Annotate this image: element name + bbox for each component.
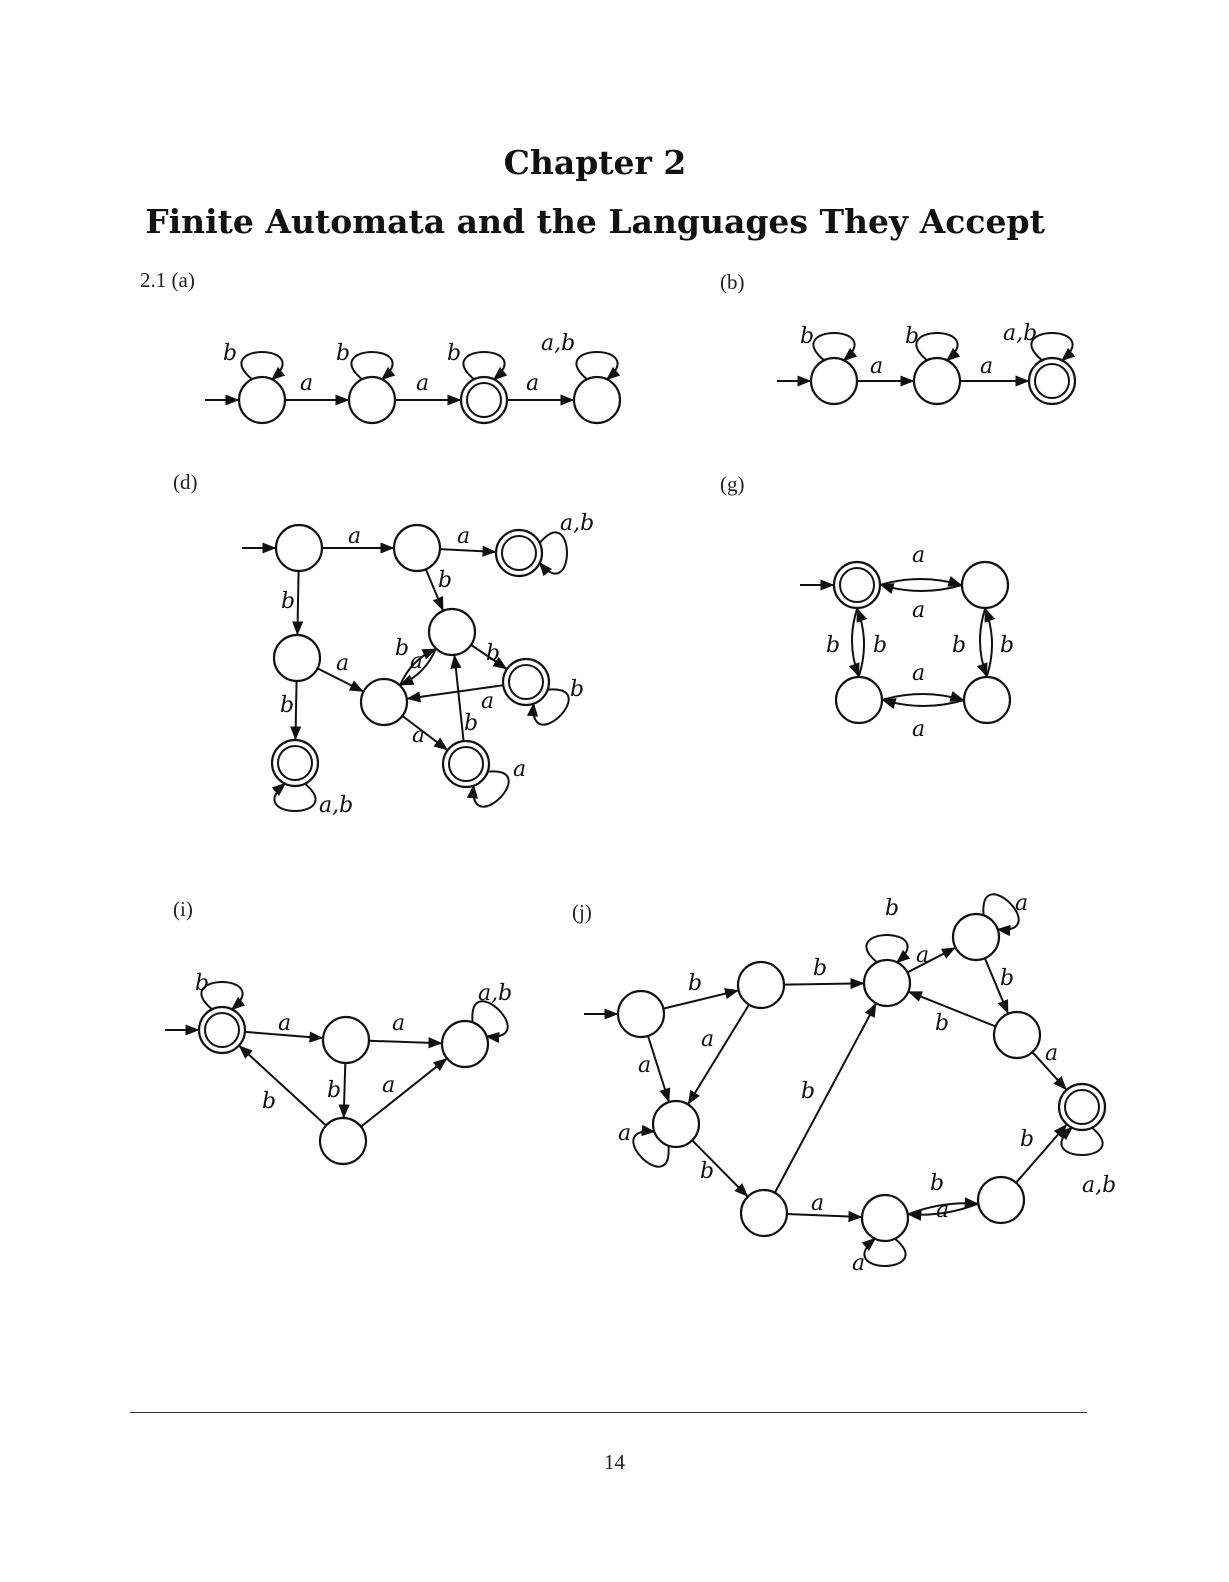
transition-label: a,b: [560, 511, 595, 536]
transition-label: b: [570, 677, 585, 702]
state: [978, 1177, 1024, 1223]
transition-arrow: [882, 694, 963, 700]
state: [239, 377, 285, 423]
chapter-heading: Chapter 2: [503, 143, 687, 182]
self-loop-arrow: [864, 1239, 905, 1266]
transition-label: a,b: [541, 331, 576, 356]
transition-label: a: [618, 1121, 632, 1146]
transition-arrow: [852, 608, 859, 676]
transition-label: b: [280, 693, 295, 718]
self-loop-arrow: [351, 352, 392, 379]
state: [964, 677, 1010, 723]
transition-label: b: [327, 1078, 342, 1103]
self-loop-arrow: [1031, 333, 1072, 360]
transition-label: b: [826, 633, 841, 658]
transition-arrow: [909, 992, 995, 1027]
transition-arrow: [784, 983, 863, 984]
transition-label: b: [1000, 966, 1015, 991]
transition-label: b: [688, 971, 703, 996]
transition-label: a: [912, 598, 926, 623]
transition-label: a: [410, 649, 424, 674]
diagrams-layer: [165, 321, 1116, 1276]
transition-label: a: [811, 1191, 825, 1216]
transition-label: a: [382, 1073, 396, 1098]
state: [618, 991, 664, 1037]
transition-label: a: [638, 1053, 652, 1078]
transition-label: a: [513, 757, 527, 782]
transition-label: a: [336, 651, 350, 676]
transition-label: a: [457, 524, 471, 549]
page-number: 14: [604, 1450, 625, 1474]
state: [429, 609, 475, 655]
transition-arrow: [455, 656, 464, 741]
transition-arrow: [881, 585, 962, 591]
transition-label: a: [912, 717, 926, 742]
transition-label: b: [281, 589, 296, 614]
transition-arrow: [440, 549, 495, 552]
transition-arrow: [907, 948, 954, 972]
transition-arrow: [880, 579, 961, 585]
transition-label: b: [935, 1011, 950, 1036]
transition-label: a: [701, 1027, 715, 1052]
state: [323, 1017, 369, 1063]
transition-label: a,b: [319, 793, 354, 818]
transition-arrow: [775, 1004, 876, 1193]
state: [864, 960, 910, 1006]
self-loop-arrow: [540, 532, 567, 573]
self-loop-arrow: [813, 333, 854, 360]
state: [741, 1190, 787, 1236]
transition-label: a: [278, 1011, 292, 1036]
transition-label: b: [885, 896, 900, 921]
transition-label: a,b: [1082, 1173, 1117, 1198]
state: [653, 1101, 699, 1147]
transition-label: b: [905, 324, 920, 349]
transition-arrow: [297, 571, 298, 634]
transition-label: a: [936, 1198, 950, 1223]
transition-label: b: [395, 636, 410, 661]
transition-label: a: [1015, 891, 1029, 916]
self-loop-arrow: [1061, 1128, 1102, 1155]
state: [738, 962, 784, 1008]
transition-label: a: [348, 524, 362, 549]
state: [994, 1012, 1040, 1058]
transition-label: b: [801, 1079, 816, 1104]
part-label-j: (j): [572, 900, 592, 924]
transition-arrow: [689, 1005, 749, 1104]
transition-label: b: [700, 1159, 715, 1184]
self-loop-arrow: [576, 352, 617, 379]
transition-label: a: [481, 689, 495, 714]
state: [274, 635, 320, 681]
transition-label: b: [464, 711, 479, 736]
transition-label: a: [912, 543, 926, 568]
transition-arrow: [857, 609, 864, 677]
part-label-g: (g): [720, 472, 745, 496]
transition-label: b: [1000, 633, 1015, 658]
self-loop-arrow: [463, 352, 504, 379]
transition-label: b: [223, 341, 238, 366]
state: [320, 1118, 366, 1164]
state: [836, 677, 882, 723]
transition-label: b: [438, 568, 453, 593]
transition-label: b: [952, 633, 967, 658]
transition-label: a: [916, 943, 930, 968]
transition-label: b: [1020, 1127, 1035, 1152]
part-label-b: (b): [720, 270, 745, 294]
state: [276, 525, 322, 571]
transition-label: b: [447, 341, 462, 366]
state: [394, 525, 440, 571]
transition-label: a: [980, 354, 994, 379]
transition-label: b: [486, 641, 501, 666]
footer-rule: [130, 1412, 1087, 1413]
transition-arrow: [361, 1059, 446, 1127]
transition-label: a: [392, 1011, 406, 1036]
transition-arrow: [369, 1041, 441, 1043]
part-label-a: 2.1 (a): [140, 268, 195, 292]
self-loop-arrow: [241, 352, 282, 379]
transition-label: b: [930, 1171, 945, 1196]
part-label-i: (i): [173, 897, 193, 921]
transition-label: a: [1045, 1041, 1059, 1066]
state: [349, 377, 395, 423]
state: [914, 358, 960, 404]
transition-label: b: [195, 971, 210, 996]
transition-label: a: [852, 1251, 866, 1276]
transition-label: a: [300, 371, 314, 396]
transition-label: a: [912, 661, 926, 686]
transition-arrow: [883, 700, 964, 706]
state: [361, 679, 407, 725]
transition-label: b: [262, 1089, 277, 1114]
transition-label: a: [416, 371, 430, 396]
transition-label: b: [813, 956, 828, 981]
state: [811, 358, 857, 404]
state: [862, 1195, 908, 1241]
transition-label: a: [526, 371, 540, 396]
transition-label: a: [412, 723, 426, 748]
self-loop-arrow: [916, 333, 957, 360]
state: [442, 1021, 488, 1067]
transition-arrow: [980, 608, 987, 676]
state: [953, 914, 999, 960]
transition-arrow: [295, 681, 296, 739]
chapter-title: Finite Automata and the Languages They Accept: [145, 202, 1045, 241]
self-loop-arrow: [274, 784, 315, 811]
transition-label: a: [870, 354, 884, 379]
transition-label: b: [800, 324, 815, 349]
transition-label: a,b: [478, 981, 513, 1006]
transition-label: b: [336, 341, 351, 366]
transition-label: b: [873, 633, 888, 658]
transition-label: a,b: [1003, 321, 1038, 346]
transition-arrow: [344, 1063, 346, 1117]
state: [574, 377, 620, 423]
state: [962, 562, 1008, 608]
transition-arrow: [985, 609, 992, 677]
part-label-d: (d): [173, 470, 198, 494]
transition-arrow: [240, 1046, 326, 1125]
self-loop-arrow: [866, 935, 907, 962]
